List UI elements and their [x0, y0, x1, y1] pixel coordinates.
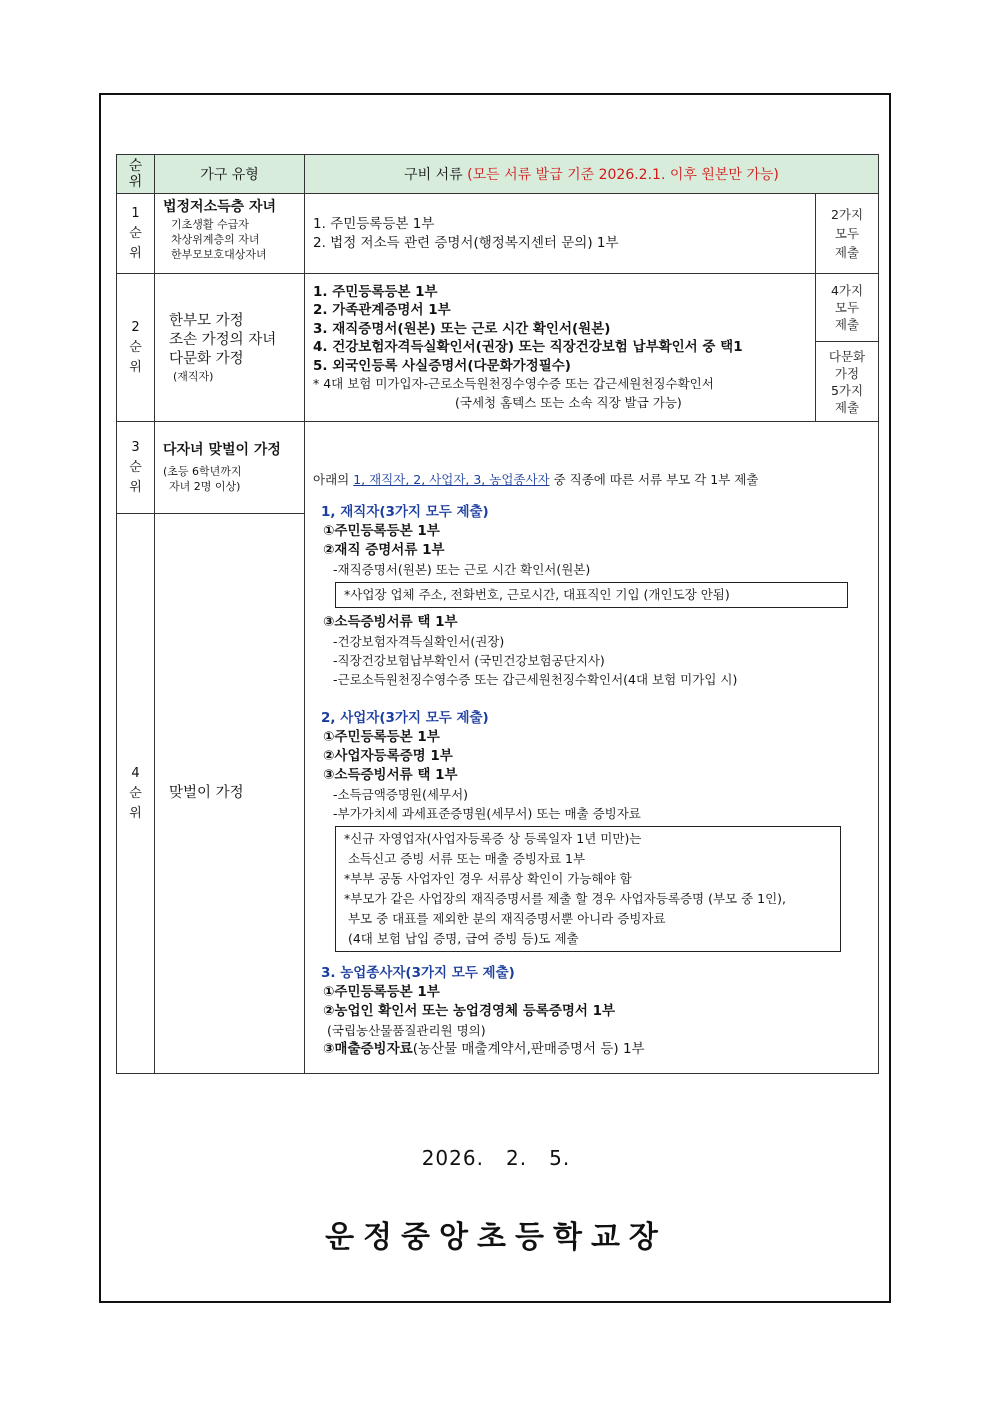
sec3-item3-label: ③매출증빙자료: [323, 1041, 413, 1057]
sec1-head: 1, 재직자(3가지 모두 제출): [321, 504, 489, 520]
docs-intro-b: 중 직종에 따른 서류 부모 각 1부 제출: [549, 472, 759, 487]
table-header-row: [117, 155, 879, 194]
doc-1-2: 2. 법정 저소득 관련 증명서(행정복지센터 문의) 1부: [313, 234, 619, 251]
rank-2: 2 순 위: [117, 274, 155, 422]
sec2-box-line-1: *신규 자영업자(사업자등록증 상 등록일자 1년 미만)는: [344, 831, 642, 846]
docs-1: [305, 194, 816, 274]
sec2-item3-detail-2: -부가가치세 과세표준증명원(세무서) 또는 매출 증빙자료: [333, 806, 641, 821]
sec2-item3-detail-1: -소득금액증명원(세무서): [333, 787, 469, 802]
sec2-item2: ②사업자등록증명 1부: [323, 748, 453, 764]
sec3-item3-detail: (농산물 매출계약서,판매증명서 등) 1부: [412, 1041, 645, 1057]
rank-1: 1 순 위: [117, 194, 155, 274]
sec2-item1: ①주민등록등본 1부: [323, 729, 440, 745]
sec3-item2-detail: (국립농산물품질관리원 명의): [327, 1023, 486, 1038]
sec1-item3-detail-3: -근로소득원천징수영수증 또는 갑근세원천징수확인서(4대 보험 미가입 시): [333, 672, 738, 687]
type-1-sub-3: 한부모보호대상자녀: [171, 248, 267, 261]
docs-3-4: [305, 422, 879, 1074]
type-2-title-3: 다문화 가정: [169, 350, 244, 367]
sec1-item2: ②재직 증명서류 1부: [323, 542, 445, 558]
header-docs-label: 구비 서류: [404, 167, 468, 183]
type-3-title: 다자녀 맞벌이 가정: [163, 442, 281, 458]
sec1-box: *사업장 업체 주소, 전화번호, 근로시간, 대표직인 기입 (개인도장 안됨): [335, 582, 848, 608]
type-4: [155, 514, 305, 1074]
sec3-item2: ②농업인 확인서 또는 농업경영체 등록증명서 1부: [323, 1003, 616, 1019]
doc-2-5: 5. 외국인등록 사실증명서(다문화가정필수): [313, 357, 571, 374]
note-2b: 다문화 가정 5가지 제출: [816, 342, 879, 422]
rank-3: 3 순 위: [117, 422, 155, 514]
docs-intro-link: 1, 재직자, 2, 사업자, 3, 농업종사자: [353, 472, 550, 487]
sec2-box-line-5: 부모 중 대표를 제외한 분의 재직증명서뿐 아니라 증빙자료: [344, 911, 666, 926]
table-row-rank3: [117, 422, 879, 514]
sec2-box-line-2: 소득신고 증빙 서류 또는 매출 증빙자료 1부: [344, 851, 586, 866]
type-4-title: 맞벌이 가정: [169, 785, 244, 801]
rank-4: 4 순 위: [117, 514, 155, 1074]
table-row-rank2: [117, 274, 879, 342]
docs-intro-a: 아래의: [313, 472, 354, 487]
table-row-rank1: [117, 194, 879, 274]
sec2-box-line-3: *부부 공동 사업자인 경우 서류상 확인이 가능해야 함: [344, 871, 632, 886]
type-3-sub-1: (초등 6학년까지: [163, 465, 242, 478]
sec3-item3: [313, 1040, 870, 1059]
type-1-title: 법정저소득층 자녀: [163, 199, 277, 215]
type-3: [155, 422, 305, 514]
doc-1-1: 1. 주민등록등본 1부: [313, 215, 435, 232]
docs-2: [305, 274, 816, 422]
sec2-box: [335, 826, 841, 952]
doc-2-3: 3. 재직증명서(원본) 또는 근로 시간 확인서(원본): [313, 320, 611, 337]
sec1-item1: ①주민등록등본 1부: [323, 523, 440, 539]
sec1-item3-detail-1: -건강보험자격득실확인서(권장): [333, 634, 505, 649]
note-2a: 4가지 모두 제출: [816, 274, 879, 342]
doc-2-2: 2. 가족관계증명서 1부: [313, 302, 451, 319]
doc-2-note: * 4대 보험 미가입자-근로소득원천징수영수증 또는 갑근세원천징수확인서: [313, 376, 714, 392]
type-1-sub-2: 차상위계층의 자녀: [171, 233, 260, 246]
type-2-title-2: 조손 가정의 자녀: [169, 331, 277, 348]
header-rank: 순 위: [117, 155, 155, 194]
sec3-item1: ①주민등록등본 1부: [323, 984, 440, 1000]
doc-2-4: 4. 건강보험자격득실확인서(권장) 또는 직장건강보험 납부확인서 중 택1: [313, 339, 743, 356]
header-docs: [305, 155, 879, 194]
sec1-item2-detail: -재직증명서(원본) 또는 근로 시간 확인서(원본): [333, 562, 591, 577]
docs-intro: [313, 470, 870, 489]
signer-title: 운정중앙초등학교장: [325, 1220, 667, 1255]
header-docs-note: (모든 서류 발급 기준 2026.2.1. 이후 원본만 가능): [467, 167, 779, 183]
type-3-sub-2: 자녀 2명 이상): [169, 480, 241, 493]
sec2-box-line-6: (4대 보험 납입 증명, 급여 증빙 등)도 제출: [344, 931, 579, 946]
doc-2-note-2: (국세청 홈텍스 또는 소속 직장 발급 가능): [455, 394, 682, 410]
sec2-head: 2, 사업자(3가지 모두 제출): [321, 710, 489, 726]
sec2-item3: ③소득증빙서류 택 1부: [323, 767, 458, 783]
note-1: 2가지 모두 제출: [816, 194, 879, 274]
type-1-sub-1: 기초생활 수급자: [171, 218, 249, 231]
header-type: 가구 유형: [155, 155, 305, 194]
sec1-item3: ③소득증빙서류 택 1부: [323, 614, 458, 630]
documents-table: [116, 154, 879, 1074]
sec1-item3-detail-2: -직장건강보험납부확인서 (국민건강보험공단지사): [333, 653, 605, 668]
type-1: [155, 194, 305, 274]
type-2-sub: (재직자): [173, 369, 214, 383]
sec3-head: 3. 농업종사자(3가지 모두 제출): [321, 965, 515, 981]
sec2-box-line-4: *부모가 같은 사업장의 재직증명서를 제출 할 경우 사업자등록증명 (부모 중 1인),: [344, 891, 786, 906]
issue-date: 2026. 2. 5.: [421, 1146, 571, 1170]
type-2: [155, 274, 305, 422]
type-2-title-1: 한부모 가정: [169, 312, 244, 329]
doc-2-1: 1. 주민등록등본 1부: [313, 283, 438, 300]
